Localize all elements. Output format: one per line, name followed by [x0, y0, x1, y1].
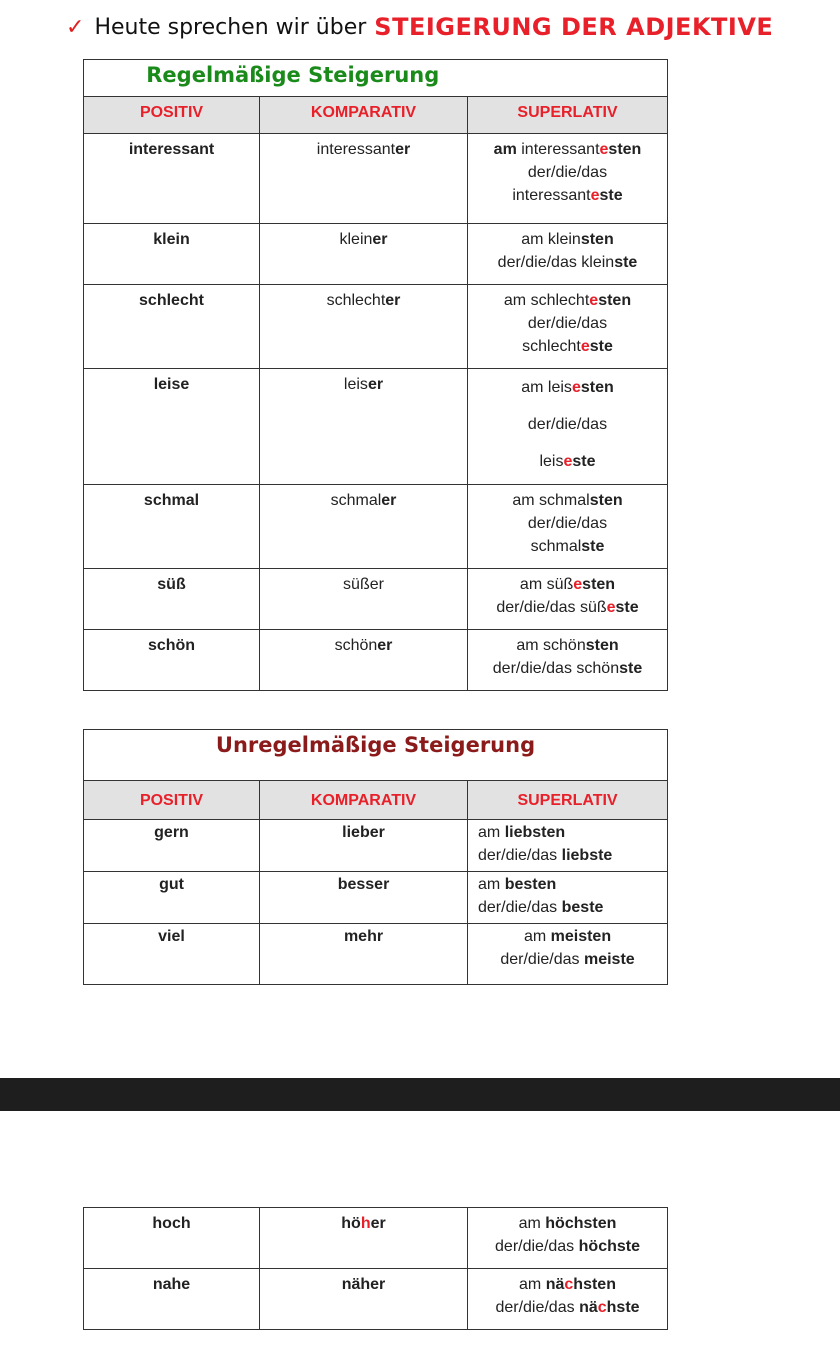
- header-superlativ: SUPERLATIV: [468, 781, 668, 820]
- komparativ-cell: besser: [260, 872, 468, 924]
- header-positiv: POSITIV: [84, 781, 260, 820]
- table-row: [84, 630, 668, 691]
- header-positiv: POSITIV: [84, 97, 260, 134]
- positiv-cell: schmal: [84, 485, 260, 569]
- page-divider-bar: [0, 1078, 840, 1111]
- irregular-title: Unregelmäßige Steigerung: [215, 733, 536, 757]
- superlativ-cell: am nächsten der/die/das nächste: [468, 1269, 668, 1330]
- komparativ-cell: kleiner: [260, 224, 468, 285]
- table-row: [84, 924, 668, 985]
- table-row: [84, 224, 668, 285]
- table-row: [84, 134, 668, 224]
- superlativ-cell: am höchsten der/die/das höchste: [468, 1208, 668, 1269]
- komparativ-cell: leiser: [260, 369, 468, 485]
- positiv-cell: interessant: [84, 134, 260, 224]
- header-komparativ: KOMPARATIV: [260, 97, 468, 134]
- regular-title-cell: [84, 60, 468, 97]
- positiv-cell: klein: [84, 224, 260, 285]
- heading-topic: STEIGERUNG DER ADJEKTIVE: [374, 13, 774, 41]
- irregular-title-cell: [84, 730, 668, 781]
- header-komparativ: KOMPARATIV: [260, 781, 468, 820]
- komparativ-cell: höher: [260, 1208, 468, 1269]
- header-superlativ: SUPERLATIV: [468, 97, 668, 134]
- komparativ-cell: schöner: [260, 630, 468, 691]
- komparativ-cell: schlechter: [260, 285, 468, 369]
- positiv-cell: viel: [84, 924, 260, 985]
- superlativ-cell: am besten der/die/das beste: [468, 872, 668, 924]
- positiv-cell: schön: [84, 630, 260, 691]
- superlativ-cell: am interessantesten der/die/das interessanteste: [468, 134, 668, 224]
- superlativ-cell: am liebsten der/die/das liebste: [468, 820, 668, 872]
- table-row: [84, 285, 668, 369]
- komparativ-cell: schmaler: [260, 485, 468, 569]
- komparativ-cell: süßer: [260, 569, 468, 630]
- table-row: [84, 872, 668, 924]
- positiv-cell: nahe: [84, 1269, 260, 1330]
- regular-title: Regelmäßige Steigerung: [146, 63, 440, 87]
- komparativ-cell: näher: [260, 1269, 468, 1330]
- positiv-cell: gern: [84, 820, 260, 872]
- superlativ-cell: am meisten der/die/das meiste: [468, 924, 668, 985]
- extra-irregular-table: [83, 1207, 668, 1330]
- komparativ-cell: mehr: [260, 924, 468, 985]
- positiv-cell: hoch: [84, 1208, 260, 1269]
- regular-table: [83, 59, 668, 691]
- table-row: [84, 569, 668, 630]
- table-row: [84, 485, 668, 569]
- komparativ-cell: interessanter: [260, 134, 468, 224]
- irregular-table: [83, 729, 668, 985]
- superlativ-cell: am schmalsten der/die/das schmalste: [468, 485, 668, 569]
- lesson-heading: [66, 8, 773, 46]
- superlativ-cell: am schönsten der/die/das schönste: [468, 630, 668, 691]
- table-row: [84, 1208, 668, 1269]
- superlativ-cell: am schlechtesten der/die/das schlechteste: [468, 285, 668, 369]
- table-row: [84, 1269, 668, 1330]
- checkmark-icon: ✓: [66, 14, 85, 40]
- positiv-cell: schlecht: [84, 285, 260, 369]
- heading-text: Heute sprechen wir über: [94, 14, 367, 40]
- superlativ-cell: am kleinsten der/die/das kleinste: [468, 224, 668, 285]
- positiv-cell: leise: [84, 369, 260, 485]
- superlativ-cell: am süßesten der/die/das süßeste: [468, 569, 668, 630]
- superlativ-cell: am leisesten der/die/das leiseste: [468, 369, 668, 485]
- komparativ-cell: lieber: [260, 820, 468, 872]
- positiv-cell: gut: [84, 872, 260, 924]
- table-row: [84, 820, 668, 872]
- table-row: [84, 369, 668, 485]
- positiv-cell: süß: [84, 569, 260, 630]
